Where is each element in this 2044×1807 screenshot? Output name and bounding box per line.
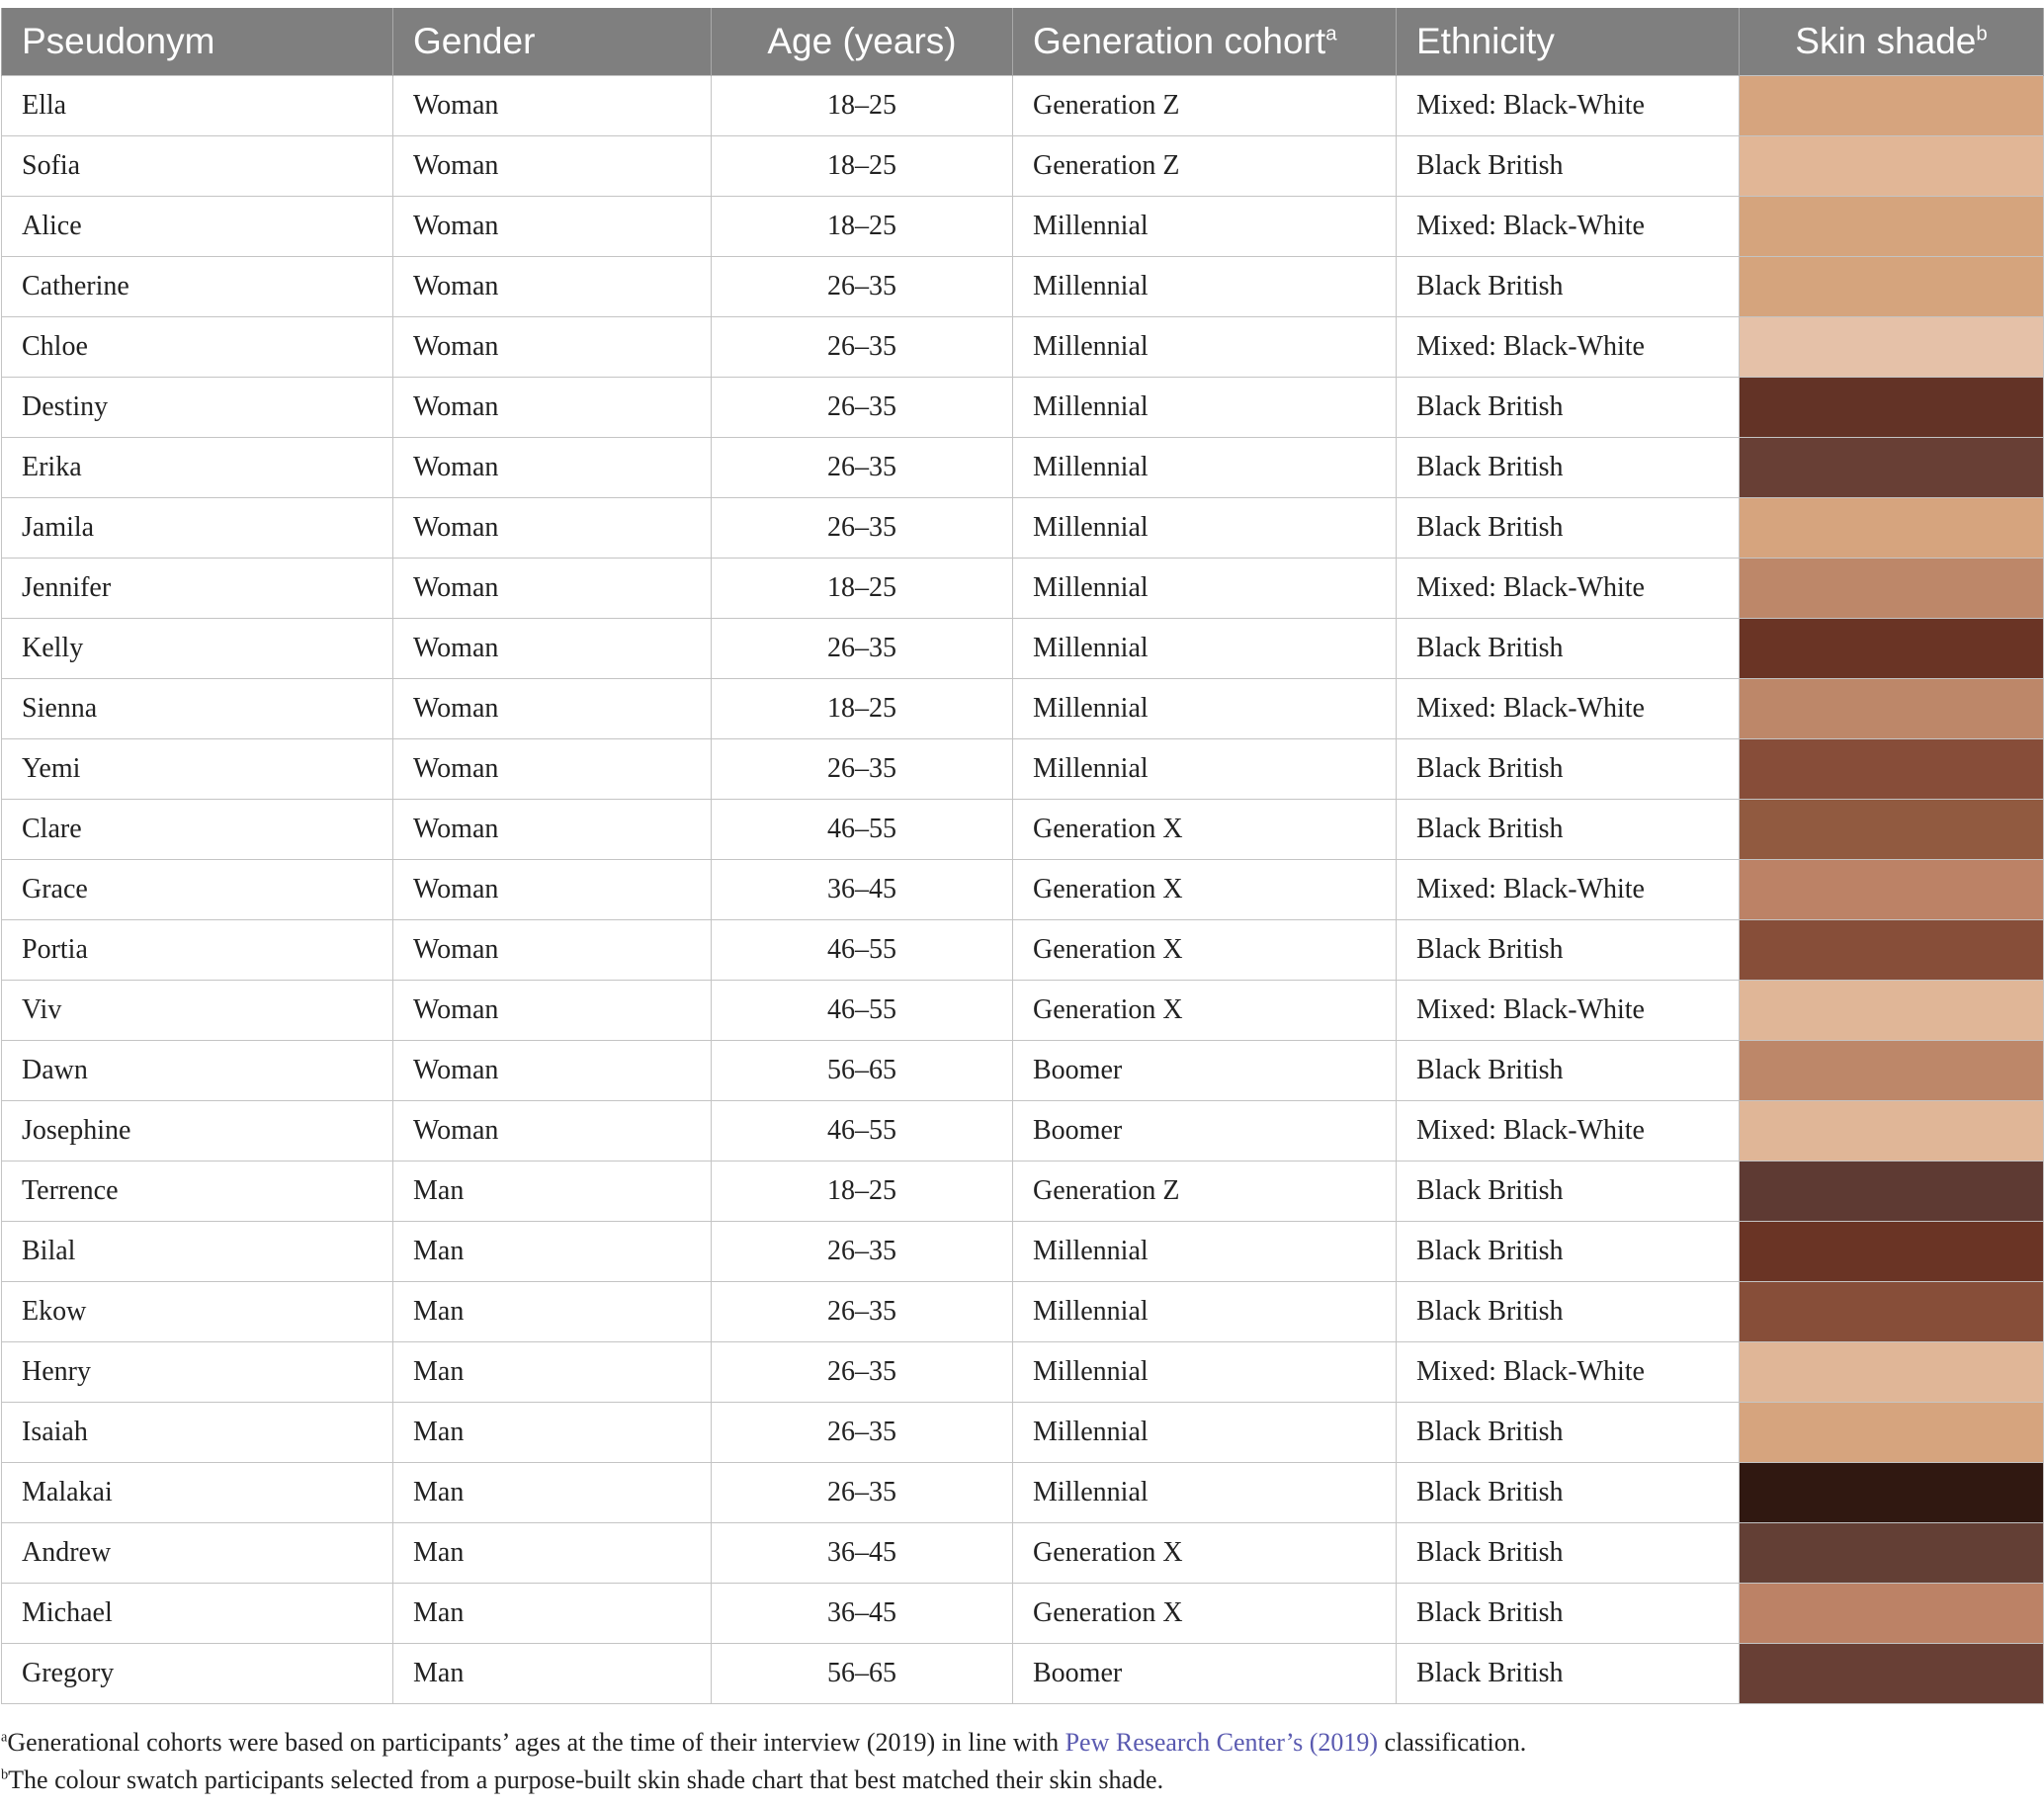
pew-research-link[interactable]: Pew Research Center’s (2019) (1065, 1728, 1379, 1757)
table-body (2, 76, 2044, 1704)
cell-skin-shade (1740, 800, 2044, 860)
cell-skin-shade (1740, 679, 2044, 739)
table-row (2, 739, 2044, 800)
cell-pseudonym: Viv (2, 981, 393, 1041)
cell-generation-cohort: Millennial (1013, 1222, 1397, 1282)
table-row (2, 920, 2044, 981)
cell-ethnicity: Black British (1397, 1523, 1740, 1584)
header-age: Age (years) (712, 8, 1013, 76)
cell-skin-shade (1740, 1644, 2044, 1704)
cell-pseudonym: Henry (2, 1342, 393, 1403)
cell-ethnicity: Mixed: Black-White (1397, 197, 1740, 257)
cell-generation-cohort: Generation X (1013, 1584, 1397, 1644)
cell-pseudonym: Sienna (2, 679, 393, 739)
cell-age: 26–35 (712, 739, 1013, 800)
table-row (2, 619, 2044, 679)
cell-gender: Woman (393, 257, 712, 317)
cell-age: 26–35 (712, 619, 1013, 679)
cell-generation-cohort: Generation Z (1013, 76, 1397, 136)
cell-generation-cohort: Millennial (1013, 1403, 1397, 1463)
cell-pseudonym: Terrence (2, 1162, 393, 1222)
cell-generation-cohort: Boomer (1013, 1101, 1397, 1162)
cell-gender: Man (393, 1162, 712, 1222)
cell-ethnicity: Black British (1397, 257, 1740, 317)
cell-age: 26–35 (712, 1463, 1013, 1523)
skin-shade-swatch (1740, 1463, 2043, 1522)
cell-skin-shade (1740, 136, 2044, 197)
footnote-a-text-start: Generational cohorts were based on participants’ ages at the time of their interview (2019) in line with (7, 1728, 1065, 1757)
cell-gender: Woman (393, 76, 712, 136)
cell-generation-cohort: Generation X (1013, 800, 1397, 860)
table-row (2, 1041, 2044, 1101)
cell-skin-shade (1740, 619, 2044, 679)
footnote-a (1, 1724, 1526, 1762)
skin-shade-swatch (1740, 920, 2043, 980)
cell-age: 26–35 (712, 257, 1013, 317)
table-row (2, 76, 2044, 136)
cell-skin-shade (1740, 498, 2044, 559)
cell-gender: Woman (393, 136, 712, 197)
cell-pseudonym: Yemi (2, 739, 393, 800)
cell-ethnicity: Black British (1397, 136, 1740, 197)
table-row (2, 498, 2044, 559)
cell-ethnicity: Black British (1397, 438, 1740, 498)
cell-generation-cohort: Millennial (1013, 257, 1397, 317)
cell-generation-cohort: Millennial (1013, 197, 1397, 257)
table-row (2, 1403, 2044, 1463)
cell-generation-cohort: Generation Z (1013, 1162, 1397, 1222)
skin-shade-swatch (1740, 860, 2043, 919)
cell-pseudonym: Ekow (2, 1282, 393, 1342)
cell-pseudonym: Dawn (2, 1041, 393, 1101)
cell-generation-cohort: Millennial (1013, 317, 1397, 378)
footnote-a-marker: a (1, 1729, 8, 1746)
cell-ethnicity: Black British (1397, 1644, 1740, 1704)
cell-age: 26–35 (712, 1403, 1013, 1463)
footnotes (1, 1724, 1526, 1799)
table-row (2, 1644, 2044, 1704)
header-ethnicity: Ethnicity (1397, 8, 1740, 76)
cell-ethnicity: Mixed: Black-White (1397, 679, 1740, 739)
table-row (2, 1523, 2044, 1584)
cell-age: 26–35 (712, 378, 1013, 438)
footnote-marker-b: b (1976, 23, 1988, 45)
cell-pseudonym: Sofia (2, 136, 393, 197)
table-header-row (2, 8, 2044, 76)
cell-ethnicity: Mixed: Black-White (1397, 860, 1740, 920)
skin-shade-swatch (1740, 438, 2043, 497)
table-row (2, 1584, 2044, 1644)
table-row (2, 1101, 2044, 1162)
cell-ethnicity: Mixed: Black-White (1397, 559, 1740, 619)
cell-gender: Woman (393, 1041, 712, 1101)
cell-ethnicity: Mixed: Black-White (1397, 317, 1740, 378)
header-skin-shade (1740, 8, 2044, 76)
cell-pseudonym: Jamila (2, 498, 393, 559)
skin-shade-swatch (1740, 800, 2043, 859)
cell-pseudonym: Malakai (2, 1463, 393, 1523)
cell-skin-shade (1740, 1463, 2044, 1523)
cell-gender: Woman (393, 679, 712, 739)
header-gender: Gender (393, 8, 712, 76)
skin-shade-swatch (1740, 1282, 2043, 1341)
skin-shade-swatch (1740, 1644, 2043, 1703)
cell-pseudonym: Erika (2, 438, 393, 498)
cell-age: 26–35 (712, 498, 1013, 559)
cell-skin-shade (1740, 1222, 2044, 1282)
cell-skin-shade (1740, 981, 2044, 1041)
skin-shade-swatch (1740, 559, 2043, 618)
skin-shade-swatch (1740, 378, 2043, 437)
cell-ethnicity: Black British (1397, 498, 1740, 559)
table-row (2, 559, 2044, 619)
participants-table-container (1, 8, 2043, 1704)
cell-gender: Woman (393, 619, 712, 679)
cell-skin-shade (1740, 1162, 2044, 1222)
table-row (2, 1342, 2044, 1403)
skin-shade-swatch (1740, 739, 2043, 799)
table-row (2, 981, 2044, 1041)
cell-ethnicity: Black British (1397, 1222, 1740, 1282)
footnote-b (1, 1762, 1526, 1799)
cell-gender: Woman (393, 800, 712, 860)
cell-generation-cohort: Boomer (1013, 1041, 1397, 1101)
cell-gender: Woman (393, 378, 712, 438)
cell-ethnicity: Black British (1397, 619, 1740, 679)
footnote-b-marker: b (1, 1766, 9, 1783)
cell-skin-shade (1740, 860, 2044, 920)
cell-gender: Woman (393, 739, 712, 800)
cell-age: 56–65 (712, 1644, 1013, 1704)
cell-gender: Woman (393, 317, 712, 378)
cell-age: 18–25 (712, 679, 1013, 739)
skin-shade-swatch (1740, 197, 2043, 256)
cell-age: 46–55 (712, 800, 1013, 860)
cell-gender: Woman (393, 920, 712, 981)
cell-skin-shade (1740, 1584, 2044, 1644)
cell-pseudonym: Gregory (2, 1644, 393, 1704)
cell-gender: Woman (393, 559, 712, 619)
cell-gender: Woman (393, 860, 712, 920)
cell-pseudonym: Portia (2, 920, 393, 981)
skin-shade-swatch (1740, 1101, 2043, 1161)
cell-skin-shade (1740, 559, 2044, 619)
cell-ethnicity: Black British (1397, 1041, 1740, 1101)
cell-generation-cohort: Millennial (1013, 559, 1397, 619)
table-row (2, 800, 2044, 860)
cell-age: 26–35 (712, 1222, 1013, 1282)
cell-age: 46–55 (712, 1101, 1013, 1162)
cell-generation-cohort: Millennial (1013, 739, 1397, 800)
cell-gender: Man (393, 1523, 712, 1584)
cell-pseudonym: Michael (2, 1584, 393, 1644)
skin-shade-swatch (1740, 1342, 2043, 1402)
cell-skin-shade (1740, 257, 2044, 317)
cell-generation-cohort: Millennial (1013, 438, 1397, 498)
skin-shade-swatch (1740, 1584, 2043, 1643)
cell-skin-shade (1740, 1403, 2044, 1463)
table-row (2, 1282, 2044, 1342)
cell-pseudonym: Clare (2, 800, 393, 860)
cell-generation-cohort: Millennial (1013, 378, 1397, 438)
cell-age: 36–45 (712, 1584, 1013, 1644)
cell-gender: Man (393, 1282, 712, 1342)
skin-shade-swatch (1740, 1162, 2043, 1221)
cell-generation-cohort: Generation X (1013, 981, 1397, 1041)
cell-pseudonym: Andrew (2, 1523, 393, 1584)
cell-generation-cohort: Millennial (1013, 498, 1397, 559)
cell-gender: Woman (393, 981, 712, 1041)
skin-shade-swatch (1740, 498, 2043, 558)
cell-pseudonym: Alice (2, 197, 393, 257)
cell-gender: Man (393, 1584, 712, 1644)
header-skin-shade-label: Skin shade (1795, 21, 1977, 61)
cell-age: 36–45 (712, 860, 1013, 920)
cell-generation-cohort: Millennial (1013, 619, 1397, 679)
cell-ethnicity: Mixed: Black-White (1397, 76, 1740, 136)
cell-ethnicity: Black British (1397, 800, 1740, 860)
cell-generation-cohort: Millennial (1013, 1342, 1397, 1403)
table-row (2, 860, 2044, 920)
table-row (2, 1222, 2044, 1282)
header-generation-cohort (1013, 8, 1397, 76)
cell-age: 26–35 (712, 317, 1013, 378)
table-row (2, 197, 2044, 257)
cell-pseudonym: Jennifer (2, 559, 393, 619)
cell-age: 46–55 (712, 920, 1013, 981)
cell-age: 26–35 (712, 1282, 1013, 1342)
skin-shade-swatch (1740, 1403, 2043, 1462)
cell-pseudonym: Destiny (2, 378, 393, 438)
cell-gender: Woman (393, 498, 712, 559)
cell-age: 46–55 (712, 981, 1013, 1041)
cell-skin-shade (1740, 1101, 2044, 1162)
cell-ethnicity: Black British (1397, 1463, 1740, 1523)
cell-generation-cohort: Millennial (1013, 679, 1397, 739)
skin-shade-swatch (1740, 619, 2043, 678)
cell-age: 18–25 (712, 1162, 1013, 1222)
cell-gender: Man (393, 1342, 712, 1403)
cell-ethnicity: Black British (1397, 739, 1740, 800)
skin-shade-swatch (1740, 1222, 2043, 1281)
header-pseudonym: Pseudonym (2, 8, 393, 76)
cell-skin-shade (1740, 76, 2044, 136)
table-row (2, 378, 2044, 438)
cell-age: 56–65 (712, 1041, 1013, 1101)
cell-skin-shade (1740, 378, 2044, 438)
cell-pseudonym: Isaiah (2, 1403, 393, 1463)
table-row (2, 1463, 2044, 1523)
cell-skin-shade (1740, 920, 2044, 981)
cell-gender: Woman (393, 197, 712, 257)
cell-age: 36–45 (712, 1523, 1013, 1584)
cell-pseudonym: Grace (2, 860, 393, 920)
footnote-a-text-end: classification. (1378, 1728, 1527, 1757)
cell-ethnicity: Mixed: Black-White (1397, 1101, 1740, 1162)
cell-generation-cohort: Millennial (1013, 1463, 1397, 1523)
cell-gender: Woman (393, 438, 712, 498)
cell-age: 18–25 (712, 136, 1013, 197)
cell-skin-shade (1740, 1041, 2044, 1101)
cell-gender: Woman (393, 1101, 712, 1162)
cell-pseudonym: Chloe (2, 317, 393, 378)
participants-table (1, 8, 2044, 1704)
table-row (2, 317, 2044, 378)
cell-ethnicity: Black British (1397, 378, 1740, 438)
cell-ethnicity: Black British (1397, 920, 1740, 981)
cell-age: 18–25 (712, 197, 1013, 257)
cell-skin-shade (1740, 739, 2044, 800)
cell-skin-shade (1740, 197, 2044, 257)
cell-pseudonym: Kelly (2, 619, 393, 679)
cell-age: 18–25 (712, 76, 1013, 136)
cell-skin-shade (1740, 1282, 2044, 1342)
cell-generation-cohort: Generation X (1013, 860, 1397, 920)
cell-generation-cohort: Generation X (1013, 920, 1397, 981)
footnote-marker-a: a (1325, 23, 1337, 45)
cell-ethnicity: Mixed: Black-White (1397, 981, 1740, 1041)
cell-gender: Man (393, 1644, 712, 1704)
cell-ethnicity: Black British (1397, 1403, 1740, 1463)
cell-skin-shade (1740, 1523, 2044, 1584)
cell-pseudonym: Catherine (2, 257, 393, 317)
cell-generation-cohort: Millennial (1013, 1282, 1397, 1342)
cell-generation-cohort: Generation Z (1013, 136, 1397, 197)
cell-pseudonym: Ella (2, 76, 393, 136)
cell-gender: Man (393, 1463, 712, 1523)
skin-shade-swatch (1740, 257, 2043, 316)
cell-age: 18–25 (712, 559, 1013, 619)
cell-gender: Man (393, 1222, 712, 1282)
skin-shade-swatch (1740, 679, 2043, 738)
cell-skin-shade (1740, 438, 2044, 498)
table-row (2, 1162, 2044, 1222)
cell-pseudonym: Bilal (2, 1222, 393, 1282)
skin-shade-swatch (1740, 1041, 2043, 1100)
cell-ethnicity: Black British (1397, 1584, 1740, 1644)
cell-generation-cohort: Boomer (1013, 1644, 1397, 1704)
cell-skin-shade (1740, 1342, 2044, 1403)
cell-age: 26–35 (712, 1342, 1013, 1403)
header-generation-cohort-label: Generation cohort (1033, 21, 1326, 61)
footnote-b-text: The colour swatch participants selected from a purpose-built skin shade chart that best matched their skin shade. (8, 1765, 1164, 1794)
table-row (2, 438, 2044, 498)
cell-ethnicity: Black British (1397, 1162, 1740, 1222)
skin-shade-swatch (1740, 1523, 2043, 1583)
skin-shade-swatch (1740, 317, 2043, 377)
cell-ethnicity: Mixed: Black-White (1397, 1342, 1740, 1403)
cell-generation-cohort: Generation X (1013, 1523, 1397, 1584)
cell-gender: Man (393, 1403, 712, 1463)
table-row (2, 679, 2044, 739)
cell-age: 26–35 (712, 438, 1013, 498)
skin-shade-swatch (1740, 76, 2043, 135)
table-row (2, 257, 2044, 317)
skin-shade-swatch (1740, 981, 2043, 1040)
cell-skin-shade (1740, 317, 2044, 378)
skin-shade-swatch (1740, 136, 2043, 196)
cell-pseudonym: Josephine (2, 1101, 393, 1162)
table-row (2, 136, 2044, 197)
cell-ethnicity: Black British (1397, 1282, 1740, 1342)
